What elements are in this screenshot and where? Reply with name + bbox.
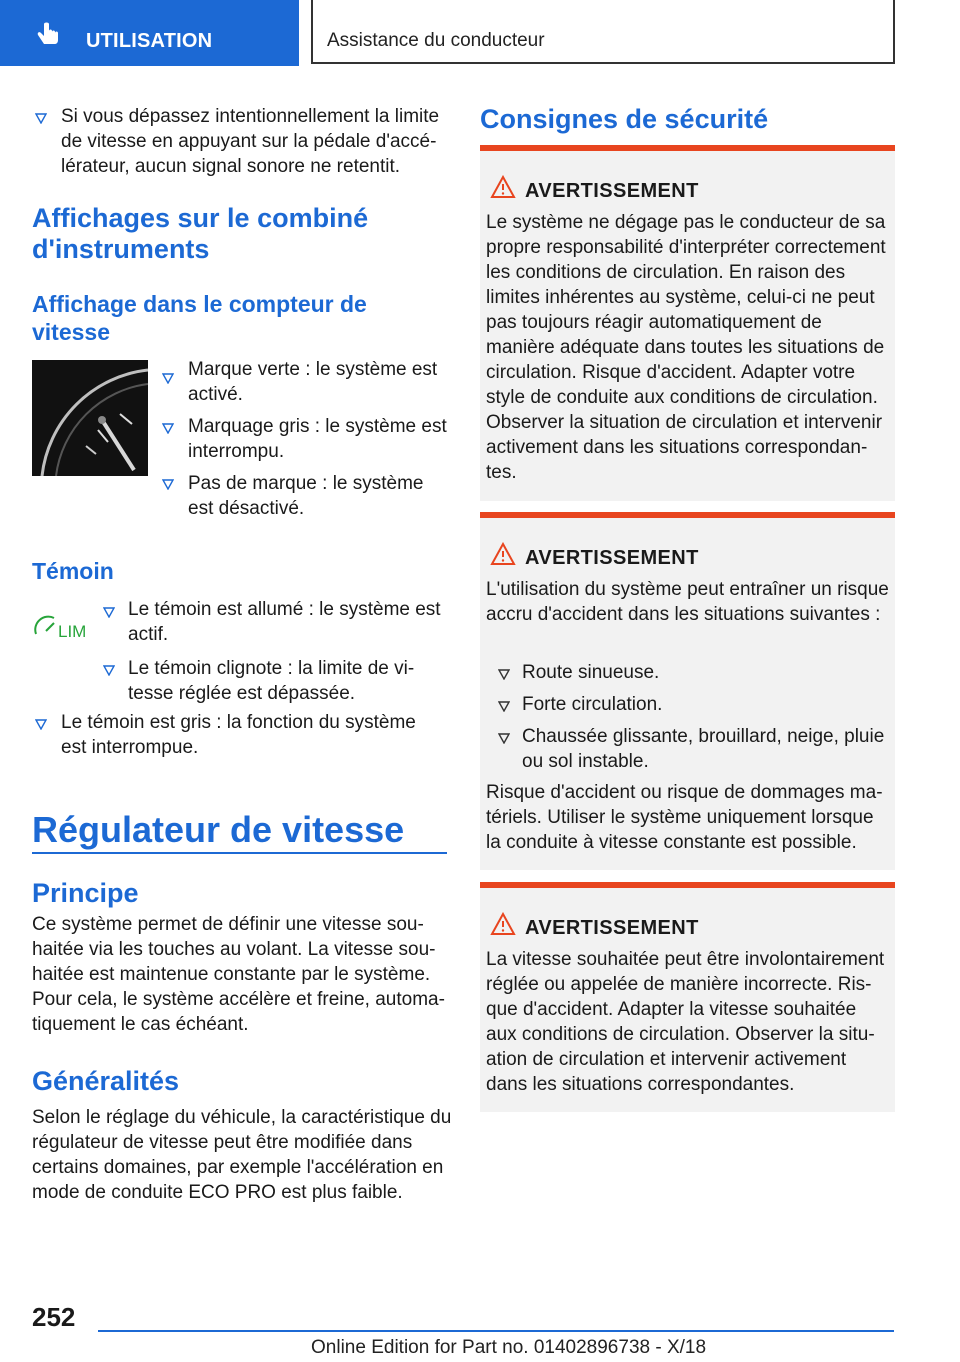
compteur-item-1: Marque verte : le système est activé.	[188, 359, 438, 405]
temoin-item-2: Le témoin clignote : la limite de vitesse réglée est dépassée.	[128, 658, 415, 704]
warning-box-2	[480, 512, 895, 870]
header-section-title: Assistance du conducteur	[327, 30, 545, 51]
heading-compteur: Affichage dans le compteur de vitesse	[32, 291, 367, 345]
bullet-triangle-icon	[35, 718, 47, 730]
heading-regulateur: Régulateur de vitesse	[32, 809, 405, 850]
bullet-triangle-icon	[103, 606, 115, 618]
warning-2-item-3: Chaussée glissante, brouillard, neige, pluie ou sol instable.	[522, 726, 885, 772]
principe-paragraph: Ce système permet de définir une vitesse souhaitée via les touches au volant. La vitesse souhaitée est maintenue constante par le système. Pour cela, le système accélère et freine, automatiquement le cas échéant.	[32, 914, 445, 1035]
compteur-item-2: Marquage gris : le système est interrompu.	[188, 416, 447, 462]
page-number: 252	[32, 1302, 76, 1332]
heading-underline	[32, 852, 447, 854]
header-tab-utilisation[interactable]	[0, 0, 299, 66]
warning-box-1	[480, 145, 895, 501]
warning-2-outro: Risque d'accident ou risque de dommages matériels. Utiliser le système uniquement lorsque la conduite à vitesse constante est possible.	[486, 782, 883, 853]
warning-title: AVERTISSEMENT	[525, 917, 699, 939]
heading-temoin: Témoin	[32, 558, 114, 584]
compteur-item-3: Pas de marque : le système est désactivé.	[188, 473, 424, 519]
hand-pointer-icon	[34, 20, 64, 50]
warning-3-text: La vitesse souhaitée peut être involontairement réglée ou appelée de manière incorrecte. Risque d'accident. Adapter la vitesse souhaitée aux conditions de circulation. Observer la situation de circulation et intervenir activement dans les situations correspondantes.	[486, 949, 885, 1095]
speedometer-image	[32, 360, 148, 476]
bullet-triangle-icon	[162, 372, 174, 384]
header-section-title-box	[311, 0, 895, 64]
warning-triangle-icon	[490, 912, 516, 936]
bullet-triangle-icon	[498, 700, 510, 712]
lim-indicator-icon	[34, 612, 90, 642]
bullet-triangle-icon	[162, 422, 174, 434]
warning-triangle-icon	[490, 175, 516, 199]
warning-1-text: Le système ne dégage pas le conducteur de sa propre responsabilité d'interpréter correctement les conditions de circulation. En raison des limites inhérentes au système, celui-ci ne peut pas toujours réagir automatiquement de manière adéquate dans toutes les situations de circulation. Risque d'accident. Adapter votre style de conduite aux conditions de circulation. Observer la situation de circulation et intervenir activement dans les situations correspondantes.	[486, 212, 886, 483]
heading-affichages: Affichages sur le combiné d'instruments	[32, 203, 369, 264]
warning-triangle-icon	[490, 542, 516, 566]
heading-principe: Principe	[32, 878, 139, 908]
warning-2-item-2: Forte circulation.	[522, 694, 663, 715]
bullet-triangle-icon	[103, 664, 115, 676]
bullet-triangle-icon	[498, 732, 510, 744]
bullet-triangle-icon	[35, 112, 47, 124]
temoin-item-1: Le témoin est allumé : le système est actif.	[128, 599, 441, 645]
warning-title: AVERTISSEMENT	[525, 180, 699, 202]
footer-divider	[98, 1330, 894, 1332]
bullet-intro-text: Si vous dépassez intentionnellement la limite de vitesse en appuyant sur la pédale d'accélérateur, aucun signal sonore ne retentit.	[61, 106, 440, 177]
bullet-triangle-icon	[498, 668, 510, 680]
warning-box-3	[480, 882, 895, 1112]
warning-title: AVERTISSEMENT	[525, 547, 699, 569]
bullet-triangle-icon	[162, 478, 174, 490]
temoin-gris-text: Le témoin est gris : la fonction du système est interrompue.	[61, 712, 416, 758]
heading-consignes: Consignes de sécurité	[480, 104, 769, 134]
generalites-paragraph: Selon le réglage du véhicule, la caractéristique du régulateur de vitesse peut être modifiée dans certains domaines, par exemple l'accélération en mode de conduite ECO PRO est plus faible.	[32, 1107, 452, 1203]
warning-2-item-1: Route sinueuse.	[522, 662, 660, 683]
footer-edition: Online Edition for Part no. 01402896738 - X/18	[311, 1337, 707, 1358]
lim-indicator-label: LIM	[58, 622, 87, 641]
warning-2-intro: L'utilisation du système peut entraîner un risque accru d'accident dans les situations suivantes :	[486, 579, 889, 625]
header-tab-label: UTILISATION	[86, 30, 213, 52]
heading-generalites: Généralités	[32, 1066, 180, 1096]
